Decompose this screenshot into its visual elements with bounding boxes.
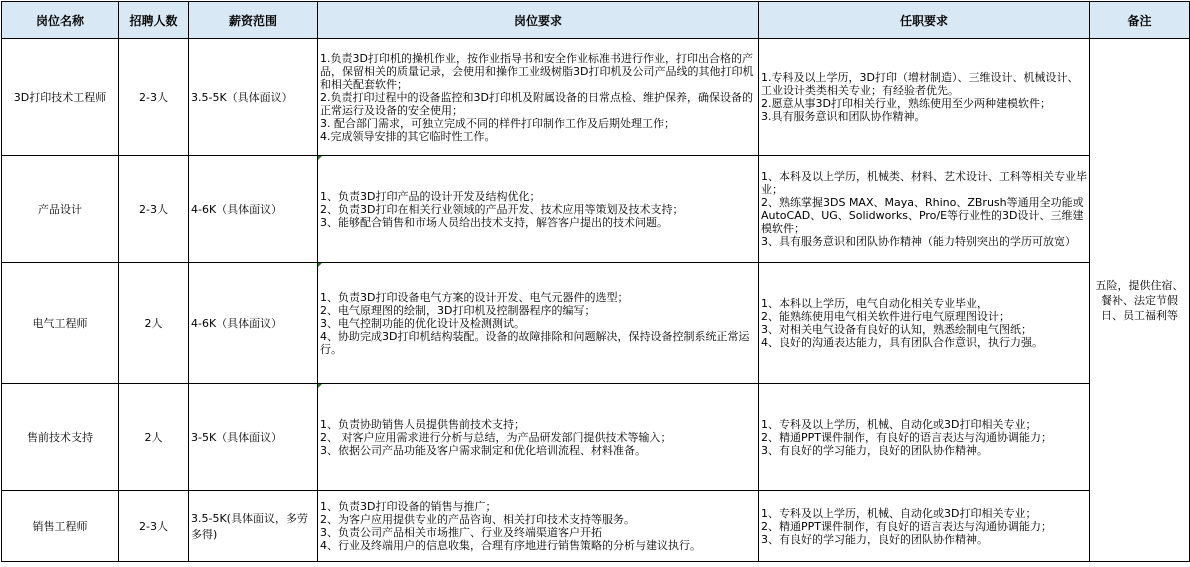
- requirement-line: 4、良好的沟通表达能力，具有团队合作意识，执行力强。: [761, 336, 1043, 349]
- header-name: 岗位名称: [2, 2, 119, 39]
- salary-range: 3-5K（具体面议）: [189, 384, 318, 491]
- requirements-cell: [759, 156, 1090, 263]
- header-count: 招聘人数: [119, 2, 189, 39]
- headcount: 2人: [119, 384, 189, 491]
- requirement-line: 1、本科及以上学历，机械类、材料、艺术设计、工科等相关专业毕业；: [761, 170, 1087, 196]
- duty-line: 3、负责公司产品相关市场推广、行业及终端渠道客户开拓: [320, 526, 602, 539]
- table-row: [2, 384, 1190, 491]
- duty-line: 4.完成领导安排的其它临时性工作。: [320, 129, 496, 143]
- position-name: 产品设计: [2, 156, 119, 263]
- duty-line: 2、电气原理图的绘制，3D打印机及控制器程序的编写；: [320, 303, 596, 317]
- salary-range: 4-6K（具体面议）: [189, 263, 318, 384]
- duty-line: 2、负责3D打印在相关行业领域的产品开发、技术应用等策划及技术支持；: [320, 202, 684, 216]
- duty-line: 2、 对客户应用需求进行分析与总结，为产品研发部门提供技术等输入；: [320, 430, 672, 444]
- requirement-line: 3、有良好的学习能力，良好的团队协作精神。: [761, 443, 988, 457]
- duty-line: 4、协助完成3D打印机结构装配。设备的故障排除和问题解决，保持设备控制系统正常运行。: [320, 329, 750, 356]
- table-row: [2, 491, 1190, 562]
- duties-cell: [318, 39, 759, 156]
- duty-line: 3、能够配合销售和市场人员给出技术支持，解答客户提出的技术问题。: [320, 215, 668, 229]
- requirement-line: 3.具有服务意识和团队协作精神。: [761, 110, 926, 123]
- requirement-line: 1.专科及以上学历，3D打印（增材制造）、三维设计、机械设计、工业设计类类相关专业；有经验者优先。: [761, 71, 1079, 97]
- requirement-line: 2、精通PPT课件制作，有良好的语言表达与沟通协调能力；: [761, 430, 1052, 444]
- header-row: [2, 2, 1190, 39]
- requirement-line: 1、专科及以上学历，机械、自动化或3D打印相关专业；: [761, 506, 1037, 520]
- duty-line: 2、为客户应用提供专业的产品咨询、相关打印技术支持等服务。: [320, 513, 635, 526]
- headcount: 2人: [119, 263, 189, 384]
- table-row: [2, 263, 1190, 384]
- table-row: [2, 156, 1190, 263]
- header-requirements: 任职要求: [759, 2, 1090, 39]
- requirement-line: 2、能熟练使用电气相关软件进行电气原理图设计；: [761, 310, 1010, 323]
- cell-comment-marker-icon: [318, 384, 322, 388]
- salary-range: 3.5-5K（具体面议）: [189, 39, 318, 156]
- requirement-line: 2.愿意从事3D打印相关行业，熟练使用至少两种建模软件；: [761, 97, 1051, 110]
- requirements-cell: [759, 384, 1090, 491]
- position-name: 电气工程师: [2, 263, 119, 384]
- duties-cell: [318, 263, 759, 384]
- position-name: 销售工程师: [2, 491, 119, 562]
- duties-cell: [318, 156, 759, 263]
- duties-cell: [318, 491, 759, 562]
- cell-comment-marker-icon: [318, 156, 322, 160]
- headcount: 2-3人: [119, 156, 189, 263]
- duty-line: 1、负责3D打印设备的销售与推广；: [320, 500, 497, 513]
- duty-line: 1.负责3D打印机的操机作业，按作业指导书和安全作业标准书进行作业，打印出合格的产品，保留相关的质量记录，会使用和操作工业级树脂3D打印机及公司产品线的其他打印机和相关配套软件；: [320, 51, 754, 91]
- salary-range: 4-6K（具体面议）: [189, 156, 318, 263]
- job-table: [1, 1, 1190, 562]
- duty-line: 4、行业及终端用户的信息收集，合理有序地进行销售策略的分析与建议执行。: [320, 539, 701, 552]
- position-name: 3D打印技术工程师: [2, 39, 119, 156]
- requirement-line: 1、专科及以上学历，机械、自动化或3D打印相关专业；: [761, 417, 1037, 431]
- requirement-line: 3、对相关电气设备有良好的认知，熟悉绘制电气图纸；: [761, 323, 1032, 336]
- duty-line: 2.负责打印过程中的设备监控和3D打印机及附属设备的日常点检、维护保养，确保设备的正常运行及设备的安全使用；: [320, 90, 753, 117]
- position-name: 售前技术支持: [2, 384, 119, 491]
- requirement-line: 2、熟练掌握3DS MAX、Maya、Rhino、ZBrush等通用全功能或AutoCAD、UG、Solidworks、Pro/E等行业性的3D设计、三维建模软件；: [761, 196, 1084, 235]
- requirement-line: 3、具有服务意识和团队协作精神（能力特别突出的学历可放宽）: [761, 235, 1076, 248]
- requirements-cell: [759, 39, 1090, 156]
- duty-line: 3. 配合部门需求，可独立完成不同的样件打印制作工作及后期处理工作；: [320, 116, 675, 130]
- salary-range: 3.5-5K(具体面议，多劳多得): [189, 491, 318, 562]
- cell-comment-marker-icon: [318, 263, 322, 267]
- headcount: 2-3人: [119, 491, 189, 562]
- header-duties: 岗位要求: [318, 2, 759, 39]
- table-row: [2, 39, 1190, 156]
- requirements-cell: [759, 263, 1090, 384]
- requirement-line: 1、本科以上学历，电气自动化相关专业毕业，: [761, 297, 988, 310]
- duty-line: 1、负责协助销售人员提供售前技术支持；: [320, 417, 525, 431]
- duty-line: 1、负责3D打印设备电气方案的设计开发、电气元器件的选型；: [320, 290, 629, 304]
- header-salary: 薪资范围: [189, 2, 318, 39]
- benefits-remarks: 五险，提供住宿、餐补、法定节假日、员工福利等: [1090, 39, 1190, 562]
- duty-line: 3、依据公司产品功能及客户需求制定和优化培训流程、材料准备。: [320, 443, 646, 457]
- header-remarks: 备注: [1090, 2, 1190, 39]
- requirement-line: 2、精通PPT课件制作，有良好的语言表达与沟通协调能力；: [761, 519, 1052, 533]
- duties-cell: [318, 384, 759, 491]
- requirements-cell: [759, 491, 1090, 562]
- duty-line: 3、电气控制功能的优化设计及检测测试。: [320, 316, 525, 330]
- duty-line: 1、负责3D打印产品的设计开发及结构优化；: [320, 189, 541, 203]
- headcount: 2-3人: [119, 39, 189, 156]
- requirement-line: 3、有良好的学习能力，良好的团队协作精神。: [761, 532, 988, 546]
